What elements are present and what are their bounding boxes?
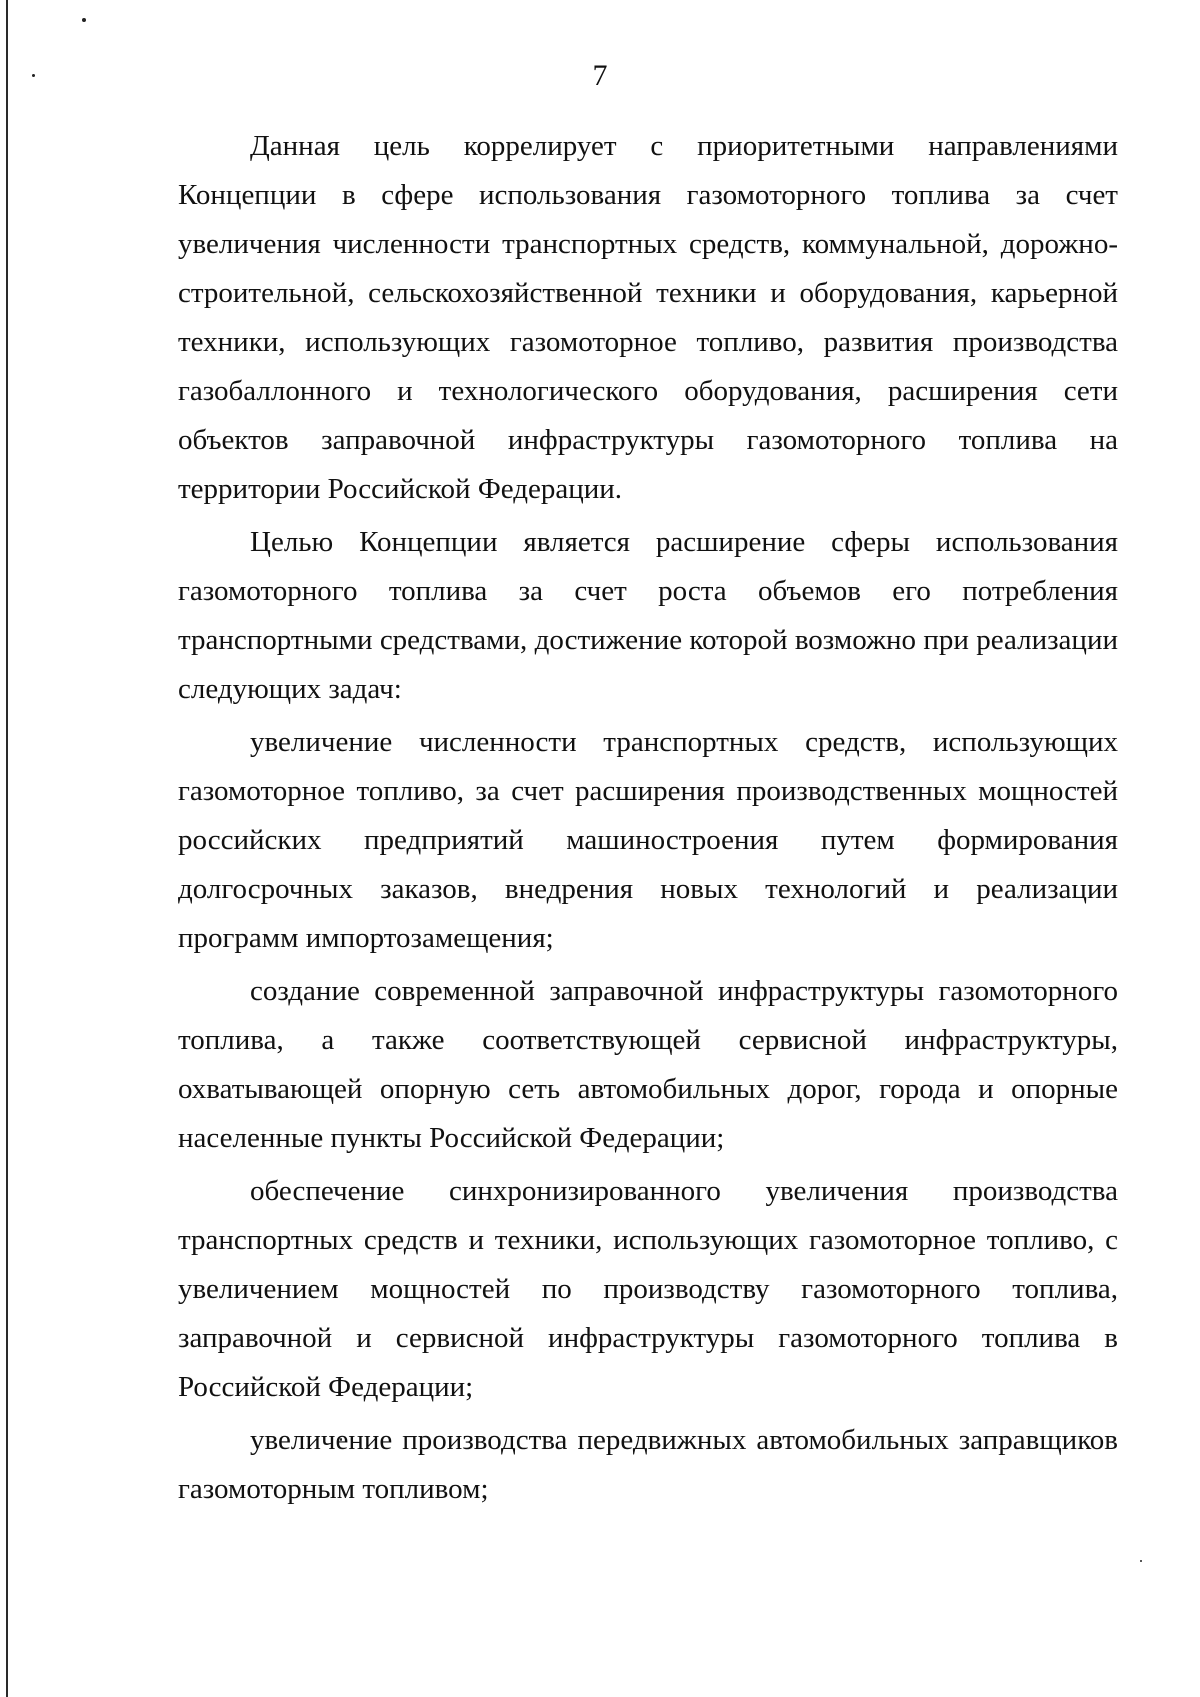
paragraph: создание современной заправочной инфраструктуры газомоторного топлива, а также соответствующей сервисной инфраструктуры, охватывающей опорную сеть автомобильных дорог, города и опорные населенные пункты Российской Федерации; [178,975,1118,1154]
scan-edge-line [6,0,8,1697]
paragraph: обеспечение синхронизированного увеличения производства транспортных средств и техники, использующих газомоторное топливо, с увеличением мощностей по производству газомоторного топлива, заправочной и сервисной инфраструктуры газомоторного топлива в Российской Федерации; [178,1175,1118,1403]
paragraph: Данная цель коррелирует с приоритетными направлениями Концепции в сфере использования газомоторного топлива за счет увеличения численности транспортных средств, коммунальной, дорожно-строительной, сельскохозяйственной техники и оборудования, карьерной техники, использующих газомоторное топливо, развития производства газобаллонного и технологического оборудования, расширения сети объектов заправочной инфраструктуры газомоторного топлива на территории Российской Федерации. [178,130,1118,505]
document-body [178,122,1118,1514]
page-number: 7 [592,59,608,92]
paragraph: увеличение производства передвижных автомобильных заправщиков газомоторным топливом; [178,1424,1118,1505]
paragraph: увеличение численности транспортных средств, использующих газомоторное топливо, за счет расширения производственных мощностей российских предприятий машиностроения путем формирования долгосрочных заказов, внедрения новых технологий и реализации программ импортозамещения; [178,726,1118,954]
scan-speck [82,18,86,22]
paragraph: Целью Концепции является расширение сферы использования газомоторного топлива за счет роста объемов его потребления транспортными средствами, достижение которой возможно при реализации следующих задач: [178,526,1118,705]
scan-speck [1140,1560,1142,1562]
